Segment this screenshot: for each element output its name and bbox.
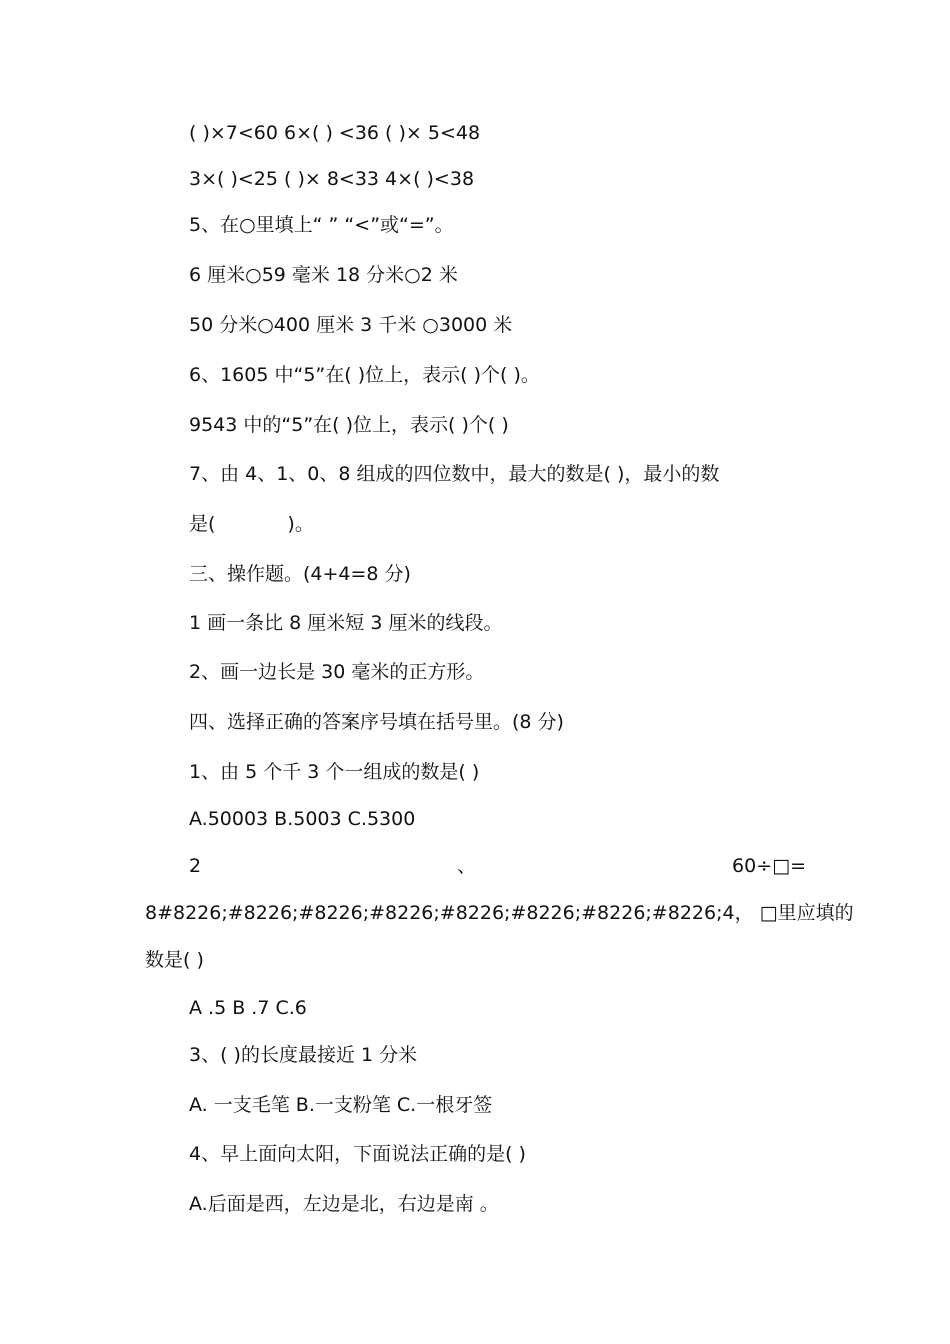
text-line: 数是( ) xyxy=(145,949,204,971)
question-5-prompt: 5、在○里填上“ ” “<”或“=”。 xyxy=(189,214,454,236)
question-6-prompt: 6、1605 中“5”在( )位上，表示( )个( )。 xyxy=(189,364,540,386)
text-line: 8#8226;#8226;#8226;#8226;#8226;#8226;#8226;#8226;4， □里应填的 xyxy=(145,902,854,924)
section-3-heading: 三、操作题。(4+4=8 分) xyxy=(189,563,411,585)
answer-options: A. 一支毛笔 B.一支粉笔 C.一根牙签 xyxy=(189,1094,493,1116)
text-line: 6 厘米○59 毫米 18 分米○2 米 xyxy=(189,264,458,286)
text-fragment: )。 xyxy=(287,513,314,535)
question-4-3-prompt: 3、( )的长度最接近 1 分米 xyxy=(189,1044,418,1066)
text-fragment: 是( xyxy=(189,513,216,535)
text-line: 1、由 5 个千 3 个一组成的数是( ) xyxy=(189,761,480,783)
text-line: ( )×7<60 6×( ) <36 ( )× 5<48 xyxy=(189,122,481,144)
text-line: 50 分米○400 厘米 3 千米 ○3000 米 xyxy=(189,314,513,336)
answer-options: A .5 B .7 C.6 xyxy=(189,997,307,1019)
text-line: 2、画一边长是 30 毫米的正方形。 xyxy=(189,661,485,683)
answer-options: A.50003 B.5003 C.5300 xyxy=(189,808,416,830)
text-fragment: 60÷□= xyxy=(732,855,806,877)
text-fragment: 、 xyxy=(457,855,477,877)
question-7-prompt: 7、由 4、1、0、8 组成的四位数中，最大的数是( )，最小的数 xyxy=(189,463,720,485)
text-line xyxy=(189,511,314,537)
answer-options: A.后面是西，左边是北，右边是南 。 xyxy=(189,1193,499,1215)
question-4-4-prompt: 4、早上面向太阳，下面说法正确的是( ) xyxy=(189,1143,526,1165)
text-line: 3×( )<25 ( )× 8<33 4×( )<38 xyxy=(189,168,475,190)
section-4-heading: 四、选择正确的答案序号填在括号里。(8 分) xyxy=(189,711,564,733)
text-fragment: 2 xyxy=(189,855,202,877)
text-line: 1 画一条比 8 厘米短 3 厘米的线段。 xyxy=(189,612,503,634)
text-line: 9543 中的“5”在( )位上，表示( )个( ) xyxy=(189,414,509,436)
question-4-2-prompt xyxy=(189,853,806,879)
